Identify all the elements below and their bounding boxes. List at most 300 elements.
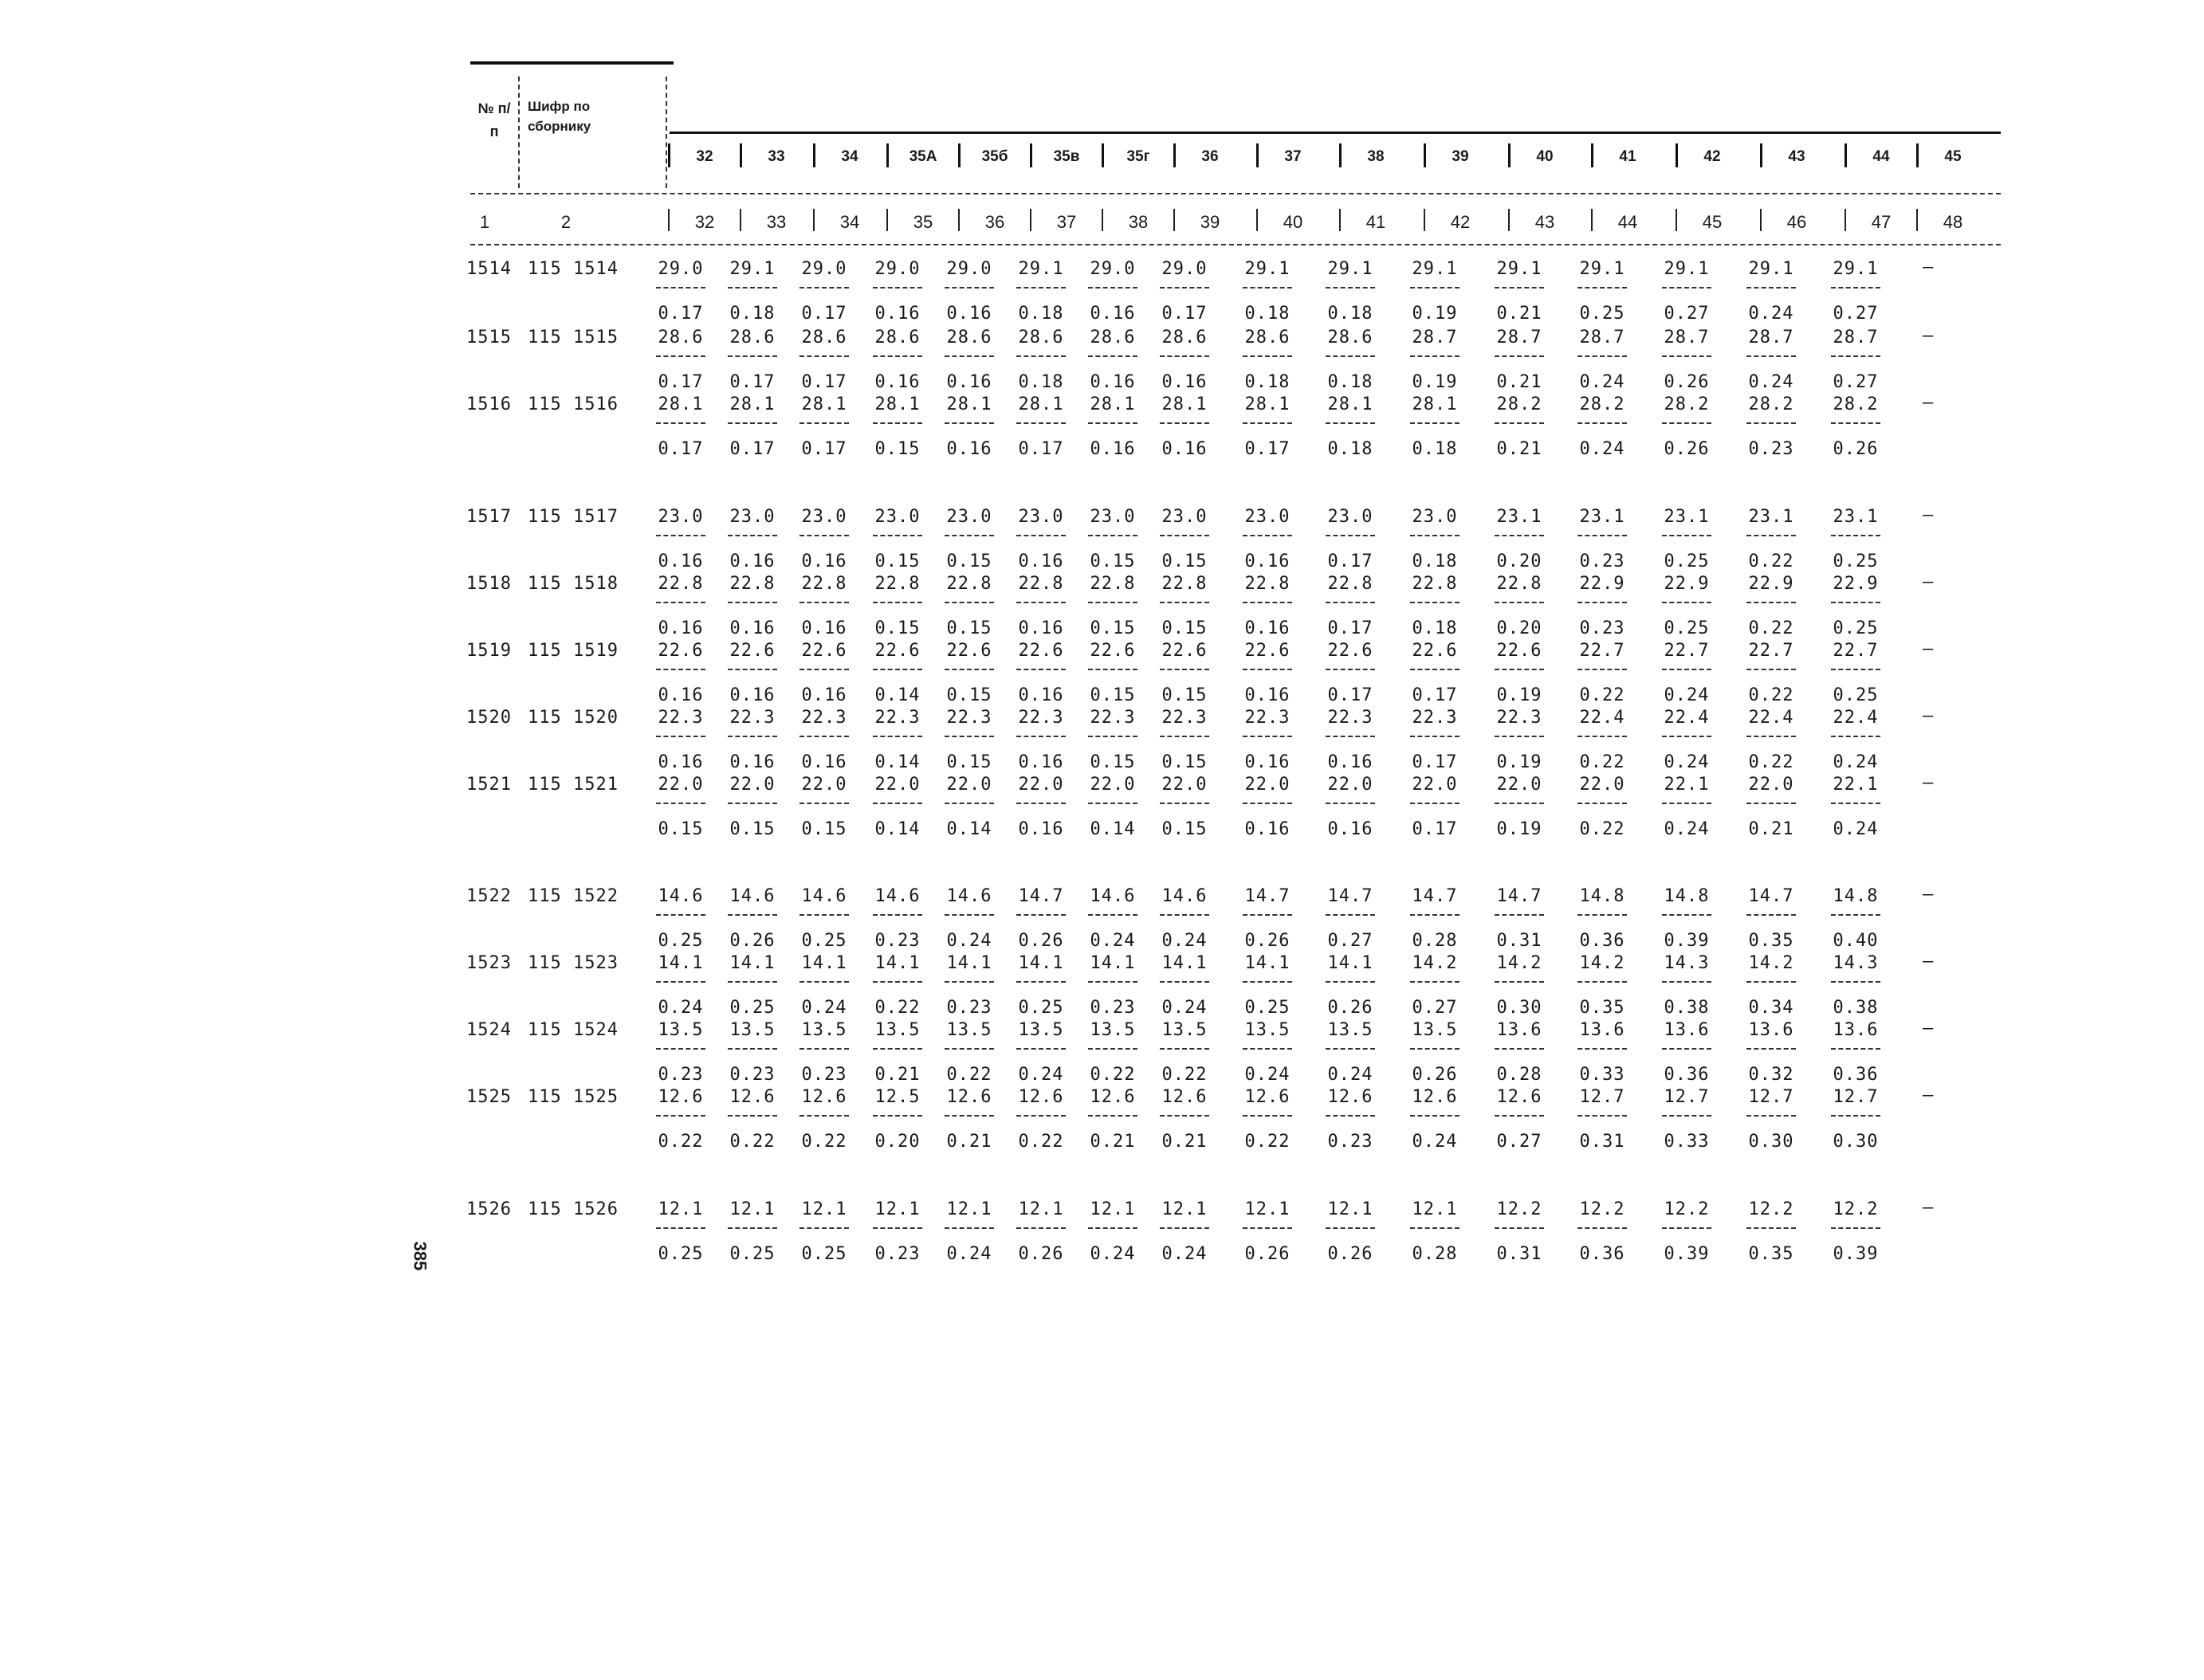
cell-denominator: 0.24: [1161, 1244, 1208, 1264]
fraction-line: [1016, 914, 1066, 916]
fraction-line: [728, 535, 777, 536]
cell-denominator: 0.26: [1412, 1065, 1458, 1085]
column-index: 32: [694, 212, 715, 232]
cell-denominator: 0.16: [1018, 685, 1064, 705]
column-separator: [1339, 209, 1341, 231]
fraction-line: [1577, 535, 1627, 536]
cell-denominator: 0.16: [658, 551, 704, 571]
cell-numerator: 12.1: [1244, 1199, 1291, 1219]
cell-numerator: 29.0: [801, 259, 847, 279]
cell-denominator: 0.38: [1664, 998, 1710, 1018]
fraction-line: [656, 355, 705, 357]
row-number: 1522: [466, 886, 512, 906]
cell-denominator: 0.22: [1748, 618, 1794, 638]
cell-denominator: 0.18: [1412, 551, 1458, 571]
cell-numerator: 28.6: [1090, 328, 1136, 347]
cell-denominator: 0.28: [1496, 1065, 1542, 1085]
fraction-line: [1577, 422, 1627, 424]
fraction-line: [1577, 803, 1627, 804]
cell-numerator: 14.1: [1018, 953, 1064, 973]
cell-denominator: 0.38: [1833, 998, 1879, 1018]
cell-denominator: 0.15: [946, 618, 992, 638]
fraction-line: [945, 914, 994, 916]
cell-denominator: 0.22: [1579, 752, 1625, 772]
column-index: 46: [1786, 212, 1807, 232]
cell-denominator: 0.27: [1664, 304, 1710, 324]
cell-numerator: 22.9: [1833, 574, 1879, 594]
fraction-line: [656, 803, 705, 804]
fraction-line: [728, 736, 777, 737]
cell-denominator: 0.26: [1244, 931, 1291, 951]
cell-numerator: 22.3: [1018, 708, 1064, 728]
fraction-line: [1088, 1115, 1137, 1117]
cell-numerator: 22.3: [658, 708, 704, 728]
cell-denominator: 0.16: [874, 304, 921, 324]
cell-denominator: 0.17: [1327, 618, 1373, 638]
cell-numerator: 14.6: [801, 886, 847, 906]
fraction-line: [799, 914, 849, 916]
column-separator: [1256, 143, 1259, 167]
fraction-line: [1243, 1227, 1292, 1229]
column-heading: 33: [768, 148, 785, 165]
cell-numerator: 14.2: [1579, 953, 1625, 973]
column-separator: [1916, 209, 1918, 231]
cell-denominator: 0.22: [1748, 551, 1794, 571]
header-top-rule: [470, 61, 674, 65]
cell-denominator: 0.32: [1748, 1065, 1794, 1085]
cell-numerator: 22.7: [1833, 641, 1879, 661]
fraction-line: [1746, 914, 1796, 916]
fraction-line: [873, 1048, 922, 1050]
cell-numerator: 14.8: [1833, 886, 1879, 906]
cell-numerator: 22.8: [1412, 574, 1458, 594]
fraction-line: [1410, 355, 1460, 357]
cell-denominator: 0.27: [1327, 931, 1373, 951]
cell-denominator: 0.16: [658, 752, 704, 772]
fraction-line: [1746, 981, 1796, 983]
column-separator: [1030, 209, 1031, 231]
cell-denominator: 0.23: [658, 1065, 704, 1085]
column-index: 34: [839, 212, 860, 232]
cell-numerator: 12.2: [1748, 1199, 1794, 1219]
cell-numerator: 22.8: [946, 574, 992, 594]
column-index: 36: [984, 212, 1005, 232]
cell-denominator: 0.25: [1833, 618, 1879, 638]
cell-denominator: 0.15: [946, 685, 992, 705]
cell-denominator: 0.15: [874, 439, 921, 459]
fraction-line: [1160, 981, 1209, 983]
cell-numerator: 22.0: [801, 775, 847, 795]
fraction-line: [1326, 422, 1375, 424]
cell-denominator: 0.22: [874, 998, 921, 1018]
cell-denominator: 0.17: [729, 439, 776, 459]
cell-denominator: 0.25: [1664, 618, 1710, 638]
column-index: 42: [1450, 212, 1471, 232]
cell-numerator: 14.7: [1327, 886, 1373, 906]
row-code: 115 1522: [528, 886, 619, 906]
fraction-line: [945, 803, 994, 804]
fraction-line: [1243, 602, 1292, 603]
cell-denominator: 0.16: [658, 618, 704, 638]
cell-numerator: 22.8: [1090, 574, 1136, 594]
cell-numerator: 29.0: [946, 259, 992, 279]
cell-numerator: 22.0: [658, 775, 704, 795]
fraction-line: [1662, 736, 1711, 737]
fraction-line: [1088, 535, 1137, 536]
fraction-line: [1243, 535, 1292, 536]
cell-denominator: 0.18: [1244, 304, 1291, 324]
cell-numerator: 14.6: [1090, 886, 1136, 906]
fraction-line: [799, 1048, 849, 1050]
fraction-line: [1088, 602, 1137, 603]
cell-numerator: 14.7: [1412, 886, 1458, 906]
column-heading: 43: [1788, 148, 1805, 165]
cell-numerator: 14.3: [1664, 953, 1710, 973]
fraction-line: [1746, 1115, 1796, 1117]
cell-numerator: 23.0: [874, 507, 921, 527]
cell-col-48: –: [1923, 505, 1935, 525]
cell-numerator: 22.3: [1244, 708, 1291, 728]
fraction-line: [1495, 602, 1544, 603]
cell-numerator: 13.5: [801, 1020, 847, 1040]
cell-denominator: 0.24: [1664, 685, 1710, 705]
cell-numerator: 22.3: [874, 708, 921, 728]
column-separator: [1845, 143, 1847, 167]
cell-denominator: 0.34: [1748, 998, 1794, 1018]
column-separator: [1591, 143, 1593, 167]
cell-denominator: 0.17: [801, 372, 847, 392]
fraction-line: [799, 535, 849, 536]
column-index: 35: [913, 212, 933, 232]
row-code: 115 1521: [528, 775, 619, 795]
fraction-line: [1243, 287, 1292, 289]
fraction-line: [656, 1115, 705, 1117]
cell-denominator: 0.25: [729, 1244, 776, 1264]
cell-denominator: 0.16: [1018, 618, 1064, 638]
cell-denominator: 0.25: [1833, 551, 1879, 571]
cell-denominator: 0.17: [658, 304, 704, 324]
column-heading: 34: [841, 148, 858, 165]
cell-denominator: 0.24: [1833, 819, 1879, 839]
fraction-line: [799, 1115, 849, 1117]
cell-denominator: 0.15: [729, 819, 776, 839]
fraction-line: [1410, 602, 1460, 603]
cell-numerator: 12.1: [874, 1199, 921, 1219]
cell-numerator: 29.1: [729, 259, 776, 279]
column-index: 43: [1534, 212, 1555, 232]
cell-numerator: 22.3: [946, 708, 992, 728]
fraction-line: [799, 287, 849, 289]
cell-numerator: 29.1: [1412, 259, 1458, 279]
fraction-line: [728, 1115, 777, 1117]
cell-denominator: 0.16: [729, 685, 776, 705]
fraction-line: [1831, 981, 1880, 983]
cell-denominator: 0.17: [1018, 439, 1064, 459]
cell-numerator: 12.2: [1833, 1199, 1879, 1219]
fraction-line: [1495, 1115, 1544, 1117]
column-separator: [886, 143, 889, 167]
cell-denominator: 0.22: [1161, 1065, 1208, 1085]
cell-denominator: 0.36: [1579, 1244, 1625, 1264]
column-separator: [1102, 143, 1104, 167]
row-code: 115 1514: [528, 259, 619, 279]
fraction-line: [873, 535, 922, 536]
cell-numerator: 29.0: [1161, 259, 1208, 279]
cell-denominator: 0.15: [946, 752, 992, 772]
cell-col-48: –: [1923, 885, 1935, 905]
column-separator: [740, 143, 742, 167]
column-heading: 32: [696, 148, 713, 165]
cell-denominator: 0.24: [1664, 752, 1710, 772]
fraction-line: [1410, 1048, 1460, 1050]
cell-numerator: 22.6: [801, 641, 847, 661]
fraction-line: [1088, 287, 1137, 289]
cell-numerator: 14.6: [1161, 886, 1208, 906]
fraction-line: [1662, 1048, 1711, 1050]
cell-numerator: 14.7: [1244, 886, 1291, 906]
column-separator: [886, 209, 888, 231]
fraction-line: [945, 981, 994, 983]
cell-denominator: 0.39: [1664, 1244, 1710, 1264]
fraction-line: [1662, 981, 1711, 983]
cell-denominator: 0.17: [1412, 819, 1458, 839]
fraction-line: [1243, 914, 1292, 916]
fraction-line: [1160, 287, 1209, 289]
fraction-line: [1495, 355, 1544, 357]
cell-denominator: 0.26: [1018, 1244, 1064, 1264]
fraction-line: [1088, 669, 1137, 670]
cell-numerator: 28.6: [1018, 328, 1064, 347]
cell-numerator: 12.6: [946, 1087, 992, 1107]
fraction-line: [1662, 602, 1711, 603]
fraction-line: [799, 736, 849, 737]
fraction-line: [1662, 803, 1711, 804]
cell-numerator: 29.1: [1496, 259, 1542, 279]
fraction-line: [799, 981, 849, 983]
fraction-line: [799, 602, 849, 603]
cell-denominator: 0.24: [1161, 998, 1208, 1018]
fraction-line: [1326, 669, 1375, 670]
cell-denominator: 0.24: [1244, 1065, 1291, 1085]
cell-numerator: 22.6: [658, 641, 704, 661]
fraction-line: [1662, 355, 1711, 357]
fraction-line: [1410, 669, 1460, 670]
cell-numerator: 28.1: [801, 394, 847, 414]
cell-numerator: 22.8: [1496, 574, 1542, 594]
cell-numerator: 23.0: [1327, 507, 1373, 527]
cell-denominator: 0.27: [1833, 372, 1879, 392]
cell-denominator: 0.16: [1018, 752, 1064, 772]
cell-numerator: 14.8: [1664, 886, 1710, 906]
cell-denominator: 0.14: [874, 819, 921, 839]
header-columns-rule: [670, 131, 2001, 134]
fraction-line: [1088, 914, 1137, 916]
fraction-line: [1016, 535, 1066, 536]
fraction-line: [728, 1048, 777, 1050]
row-number: 1526: [466, 1199, 512, 1219]
cell-numerator: 28.1: [1161, 394, 1208, 414]
cell-numerator: 28.7: [1412, 328, 1458, 347]
cell-numerator: 29.0: [658, 259, 704, 279]
fraction-line: [1831, 422, 1880, 424]
cell-numerator: 22.3: [1161, 708, 1208, 728]
cell-denominator: 0.18: [1327, 304, 1373, 324]
cell-denominator: 0.24: [1579, 372, 1625, 392]
cell-numerator: 28.6: [658, 328, 704, 347]
fraction-line: [873, 669, 922, 670]
cell-denominator: 0.22: [1090, 1065, 1136, 1085]
fraction-line: [1326, 1048, 1375, 1050]
fraction-line: [728, 602, 777, 603]
fraction-line: [1410, 1115, 1460, 1117]
cell-denominator: 0.24: [658, 998, 704, 1018]
fraction-line: [1746, 669, 1796, 670]
fraction-line: [1577, 1227, 1627, 1229]
column-separator: [668, 143, 670, 167]
cell-denominator: 0.16: [946, 372, 992, 392]
fraction-line: [1410, 535, 1460, 536]
fraction-line: [1160, 1115, 1209, 1117]
cell-numerator: 12.6: [1161, 1087, 1208, 1107]
fraction-line: [1495, 422, 1544, 424]
fraction-line: [728, 981, 777, 983]
column-separator: [1339, 143, 1342, 167]
cell-denominator: 0.19: [1412, 304, 1458, 324]
fraction-line: [1831, 602, 1880, 603]
fraction-line: [945, 1115, 994, 1117]
cell-denominator: 0.21: [874, 1065, 921, 1085]
cell-col-48: –: [1923, 1085, 1935, 1105]
cell-numerator: 12.6: [1327, 1087, 1373, 1107]
fraction-line: [656, 535, 705, 536]
cell-denominator: 0.19: [1496, 819, 1542, 839]
cell-numerator: 12.1: [1018, 1199, 1064, 1219]
row-number: 1523: [466, 953, 512, 973]
cell-denominator: 0.16: [801, 618, 847, 638]
cell-numerator: 22.0: [1496, 775, 1542, 795]
fraction-line: [1326, 535, 1375, 536]
fraction-line: [1016, 1048, 1066, 1050]
fraction-line: [1016, 287, 1066, 289]
cell-denominator: 0.24: [946, 1244, 992, 1264]
fraction-line: [1410, 1227, 1460, 1229]
cell-denominator: 0.18: [729, 304, 776, 324]
cell-denominator: 0.16: [1327, 819, 1373, 839]
column-heading: 40: [1536, 148, 1554, 165]
cell-numerator: 28.1: [1018, 394, 1064, 414]
cell-denominator: 0.18: [1244, 372, 1291, 392]
cell-denominator: 0.24: [1018, 1065, 1064, 1085]
cell-col-48: –: [1923, 572, 1935, 592]
cell-denominator: 0.24: [1090, 931, 1136, 951]
cell-numerator: 23.1: [1496, 507, 1542, 527]
cell-numerator: 12.7: [1579, 1087, 1625, 1107]
column-separator: [1508, 143, 1511, 167]
fraction-line: [1831, 1115, 1880, 1117]
cell-denominator: 0.15: [874, 618, 921, 638]
fraction-line: [1577, 1048, 1627, 1050]
cell-denominator: 0.17: [729, 372, 776, 392]
fraction-line: [1016, 981, 1066, 983]
cell-numerator: 14.1: [1244, 953, 1291, 973]
fraction-line: [1662, 287, 1711, 289]
row-number: 1524: [466, 1020, 512, 1040]
cell-denominator: 0.17: [1244, 439, 1291, 459]
column-heading: 44: [1872, 148, 1890, 165]
fraction-line: [873, 355, 922, 357]
fraction-line: [945, 1227, 994, 1229]
cell-numerator: 13.5: [729, 1020, 776, 1040]
fraction-line: [1160, 669, 1209, 670]
cell-numerator: 14.6: [874, 886, 921, 906]
cell-denominator: 0.35: [1748, 931, 1794, 951]
cell-numerator: 22.7: [1664, 641, 1710, 661]
cell-numerator: 23.1: [1664, 507, 1710, 527]
fraction-line: [656, 1227, 705, 1229]
fraction-line: [728, 669, 777, 670]
cell-denominator: 0.22: [1748, 685, 1794, 705]
cell-numerator: 22.6: [1161, 641, 1208, 661]
column-separator: [1102, 209, 1103, 231]
column-separator: [1424, 209, 1425, 231]
cell-numerator: 22.6: [874, 641, 921, 661]
column-separator: [958, 209, 960, 231]
cell-denominator: 0.15: [1090, 752, 1136, 772]
cell-denominator: 0.20: [874, 1132, 921, 1152]
cell-denominator: 0.14: [874, 752, 921, 772]
cell-denominator: 0.25: [801, 931, 847, 951]
column-heading: 36: [1201, 148, 1219, 165]
fraction-line: [1831, 736, 1880, 737]
cell-numerator: 22.0: [1018, 775, 1064, 795]
cell-numerator: 13.6: [1664, 1020, 1710, 1040]
cell-numerator: 22.8: [1244, 574, 1291, 594]
fraction-line: [945, 287, 994, 289]
cell-denominator: 0.26: [1327, 998, 1373, 1018]
cell-denominator: 0.18: [1412, 439, 1458, 459]
cell-denominator: 0.24: [946, 931, 992, 951]
cell-numerator: 29.0: [874, 259, 921, 279]
cell-denominator: 0.22: [801, 1132, 847, 1152]
fraction-line: [1746, 422, 1796, 424]
cell-numerator: 22.9: [1664, 574, 1710, 594]
cell-numerator: 12.1: [946, 1199, 992, 1219]
fraction-line: [1326, 355, 1375, 357]
cell-numerator: 22.8: [874, 574, 921, 594]
fraction-line: [1016, 602, 1066, 603]
fraction-line: [1326, 1115, 1375, 1117]
cell-denominator: 0.16: [1244, 551, 1291, 571]
cell-numerator: 22.7: [1579, 641, 1625, 661]
cell-denominator: 0.23: [874, 931, 921, 951]
cell-numerator: 14.7: [1018, 886, 1064, 906]
cell-denominator: 0.25: [1579, 304, 1625, 324]
cell-numerator: 22.6: [1090, 641, 1136, 661]
cell-numerator: 28.6: [946, 328, 992, 347]
cell-denominator: 0.23: [1579, 618, 1625, 638]
cell-col-48: –: [1923, 1019, 1935, 1038]
column-index: 44: [1617, 212, 1638, 232]
fraction-line: [1410, 803, 1460, 804]
cell-numerator: 23.0: [1161, 507, 1208, 527]
cell-numerator: 28.6: [1244, 328, 1291, 347]
cell-numerator: 22.4: [1664, 708, 1710, 728]
fraction-line: [1243, 422, 1292, 424]
row-number: 1515: [466, 328, 512, 347]
cell-numerator: 22.8: [801, 574, 847, 594]
cell-denominator: 0.23: [1090, 998, 1136, 1018]
cell-numerator: 28.1: [658, 394, 704, 414]
